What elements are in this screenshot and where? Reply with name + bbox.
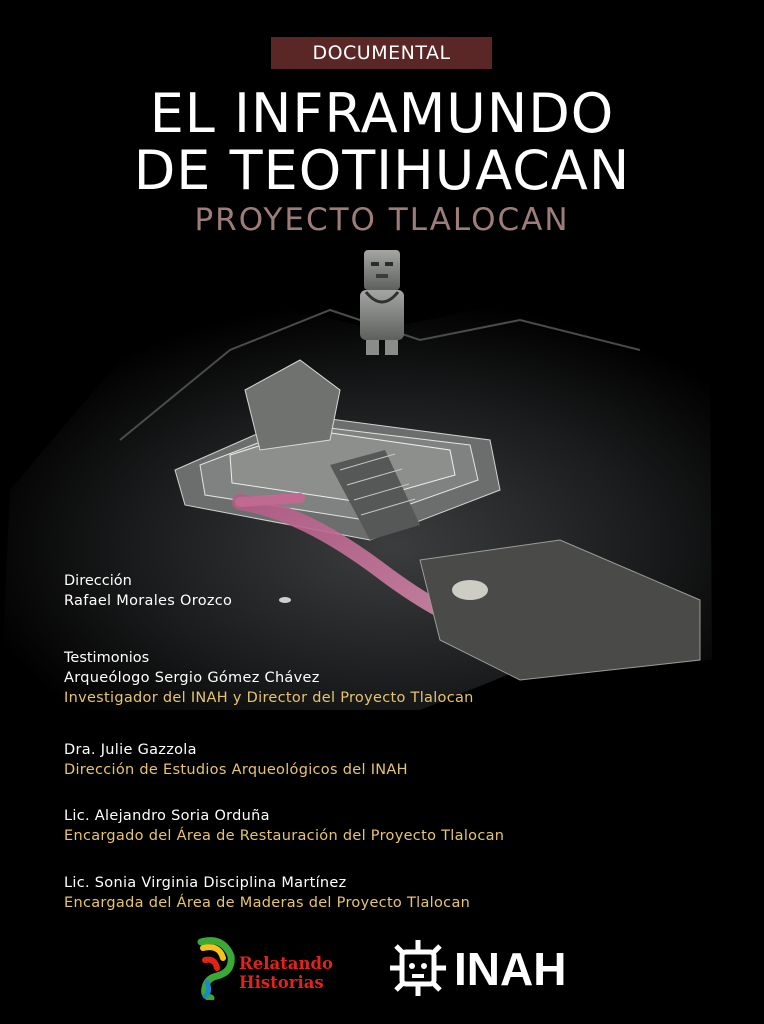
- person-name: Arqueólogo Sergio Gómez Chávez: [64, 670, 320, 686]
- person-role: Investigador del INAH y Director del Proyecto Tlalocan: [64, 690, 474, 706]
- title-line-2: DE TEOTIHUACAN: [133, 139, 631, 202]
- inah-text: INAH: [454, 943, 567, 995]
- credit-block: [64, 740, 408, 780]
- person-role: Encargado del Área de Restauración del Proyecto Tlalocan: [64, 828, 505, 844]
- credit-block: [64, 873, 470, 913]
- relatando-line2: Historias: [239, 973, 324, 992]
- stone-statue: [360, 250, 404, 355]
- documental-badge: DOCUMENTAL: [271, 37, 492, 69]
- title-line-1: EL INFRAMUNDO: [149, 82, 615, 145]
- relatando-historias-text: [239, 954, 333, 992]
- relatando-historias-logo: [193, 936, 343, 1000]
- direccion-block: [64, 571, 232, 611]
- subtitle: PROYECTO TLALOCAN: [194, 202, 570, 238]
- person-name: Dra. Julie Gazzola: [64, 742, 197, 758]
- inah-logo: [388, 938, 578, 1000]
- testimonios-block: [64, 648, 474, 708]
- person-name: Lic. Sonia Virginia Disciplina Martínez: [64, 875, 347, 891]
- relatando-line1: Relatando: [239, 954, 334, 973]
- temple-tunnel-illustration: [0, 240, 764, 710]
- credit-block: [64, 806, 504, 846]
- relatando-speech-icon: [193, 936, 237, 1000]
- direccion-label: Dirección: [64, 573, 132, 589]
- testimonios-label: Testimonios: [64, 650, 150, 666]
- inah-glyph-icon: [388, 938, 448, 998]
- person-role: Dirección de Estudios Arqueológicos del INAH: [64, 762, 408, 778]
- director-name: Rafael Morales Orozco: [64, 593, 233, 609]
- person-name: Lic. Alejandro Soria Orduña: [64, 808, 270, 824]
- person-role: Encargada del Área de Maderas del Proyecto Tlalocan: [64, 895, 471, 911]
